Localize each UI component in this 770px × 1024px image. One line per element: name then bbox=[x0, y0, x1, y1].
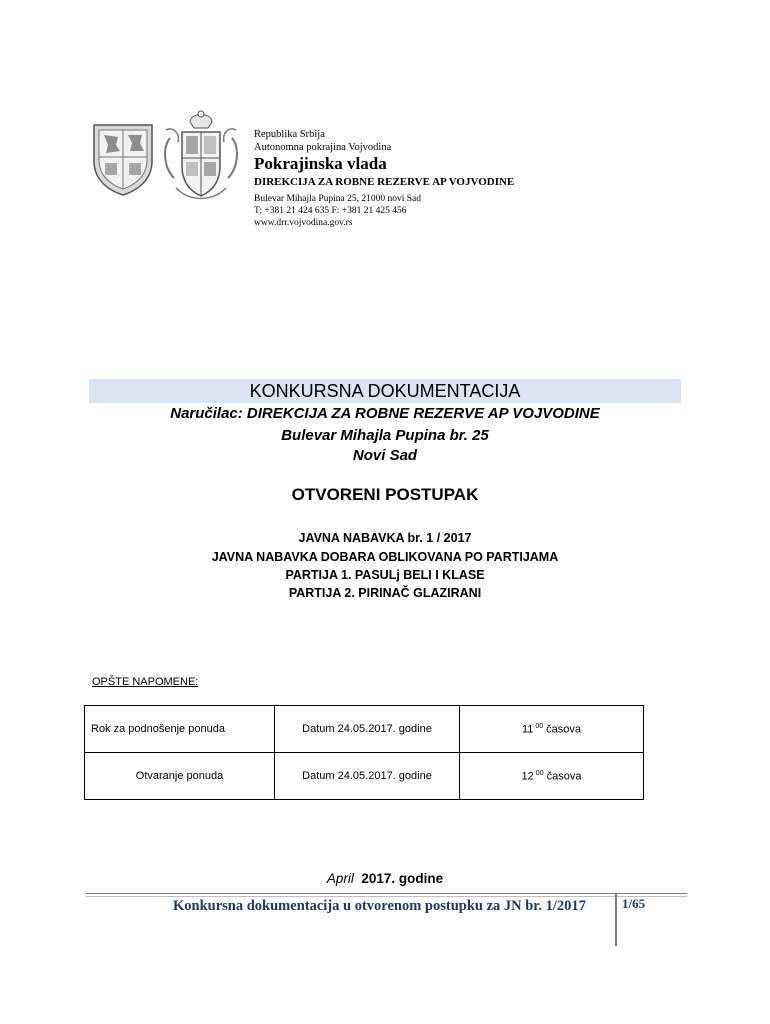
header-directorate: DIREKCIJA ZA ROBNE REZERVE AP VOJVODINE bbox=[254, 176, 515, 188]
footer-text: Konkursna dokumentacija u otvorenom postupku za JN br. 1/2017 bbox=[173, 898, 586, 914]
issue-date bbox=[0, 871, 770, 886]
schedule-table bbox=[84, 705, 644, 800]
document-title: KONKURSNA DOKUMENTACIJA bbox=[89, 379, 681, 403]
procurement-type: JAVNA NABAVKA DOBARA OBLIKOVANA PO PARTIJAMA bbox=[211, 550, 559, 564]
procurement-lot-1: PARTIJA 1. PASULj BELI I KLASE bbox=[285, 568, 485, 582]
schedule-label: Otvaranje ponuda bbox=[85, 753, 275, 800]
header-province: Autonomna pokrajina Vojvodina bbox=[254, 142, 392, 153]
procedure-title: OTVORENI POSTUPAK bbox=[291, 485, 479, 504]
footer-rule-secondary bbox=[86, 896, 687, 897]
vojvodina-coat-of-arms-icon bbox=[92, 123, 154, 197]
issue-year: 2017. godine bbox=[361, 871, 444, 886]
schedule-hour: 11 bbox=[521, 723, 534, 736]
procurement-number: JAVNA NABAVKA br. 1 / 2017 bbox=[298, 531, 472, 545]
schedule-minutes: 00 bbox=[535, 722, 544, 730]
table-row bbox=[85, 753, 644, 800]
page-number: 1/65 bbox=[622, 896, 646, 911]
footer-rule bbox=[86, 893, 687, 894]
header-government: Pokrajinska vlada bbox=[254, 154, 387, 173]
issue-month: April bbox=[326, 871, 354, 886]
schedule-hour: 12 bbox=[521, 770, 534, 783]
schedule-time bbox=[460, 753, 644, 800]
schedule-unit: časova bbox=[546, 723, 582, 736]
schedule-date: Datum 24.05.2017. godine bbox=[275, 706, 460, 753]
general-notes-heading: OPŠTE NAPOMENE: bbox=[92, 676, 199, 688]
schedule-label: Rok za podnošenje ponuda bbox=[85, 706, 275, 753]
schedule-minutes: 00 bbox=[535, 769, 544, 777]
schedule-unit: časova bbox=[546, 770, 582, 783]
schedule-date: Datum 24.05.2017. godine bbox=[275, 753, 460, 800]
header-address: Bulevar Mihajla Pupina 25, 21000 novi Sad bbox=[254, 194, 422, 204]
client-street: Bulevar Mihajla Pupina br. 25 bbox=[281, 427, 489, 444]
header-phone: T: +381 21 424 635 F: +381 21 425 456 bbox=[254, 206, 407, 216]
header-website: www.drr.vojvodina.gov.rs bbox=[254, 218, 353, 228]
header-country: Republika Srbija bbox=[254, 129, 325, 140]
schedule-time bbox=[460, 706, 644, 753]
table-row bbox=[85, 706, 644, 753]
footer-divider bbox=[615, 894, 617, 946]
client-name: Naručilac: DIREKCIJA ZA ROBNE REZERVE AP VOJVODINE bbox=[170, 405, 600, 422]
vojvodina-crowned-coat-of-arms-icon bbox=[160, 108, 242, 204]
client-city: Novi Sad bbox=[352, 447, 418, 464]
procurement-lot-2: PARTIJA 2. PIRINAČ GLAZIRANI bbox=[288, 586, 482, 600]
